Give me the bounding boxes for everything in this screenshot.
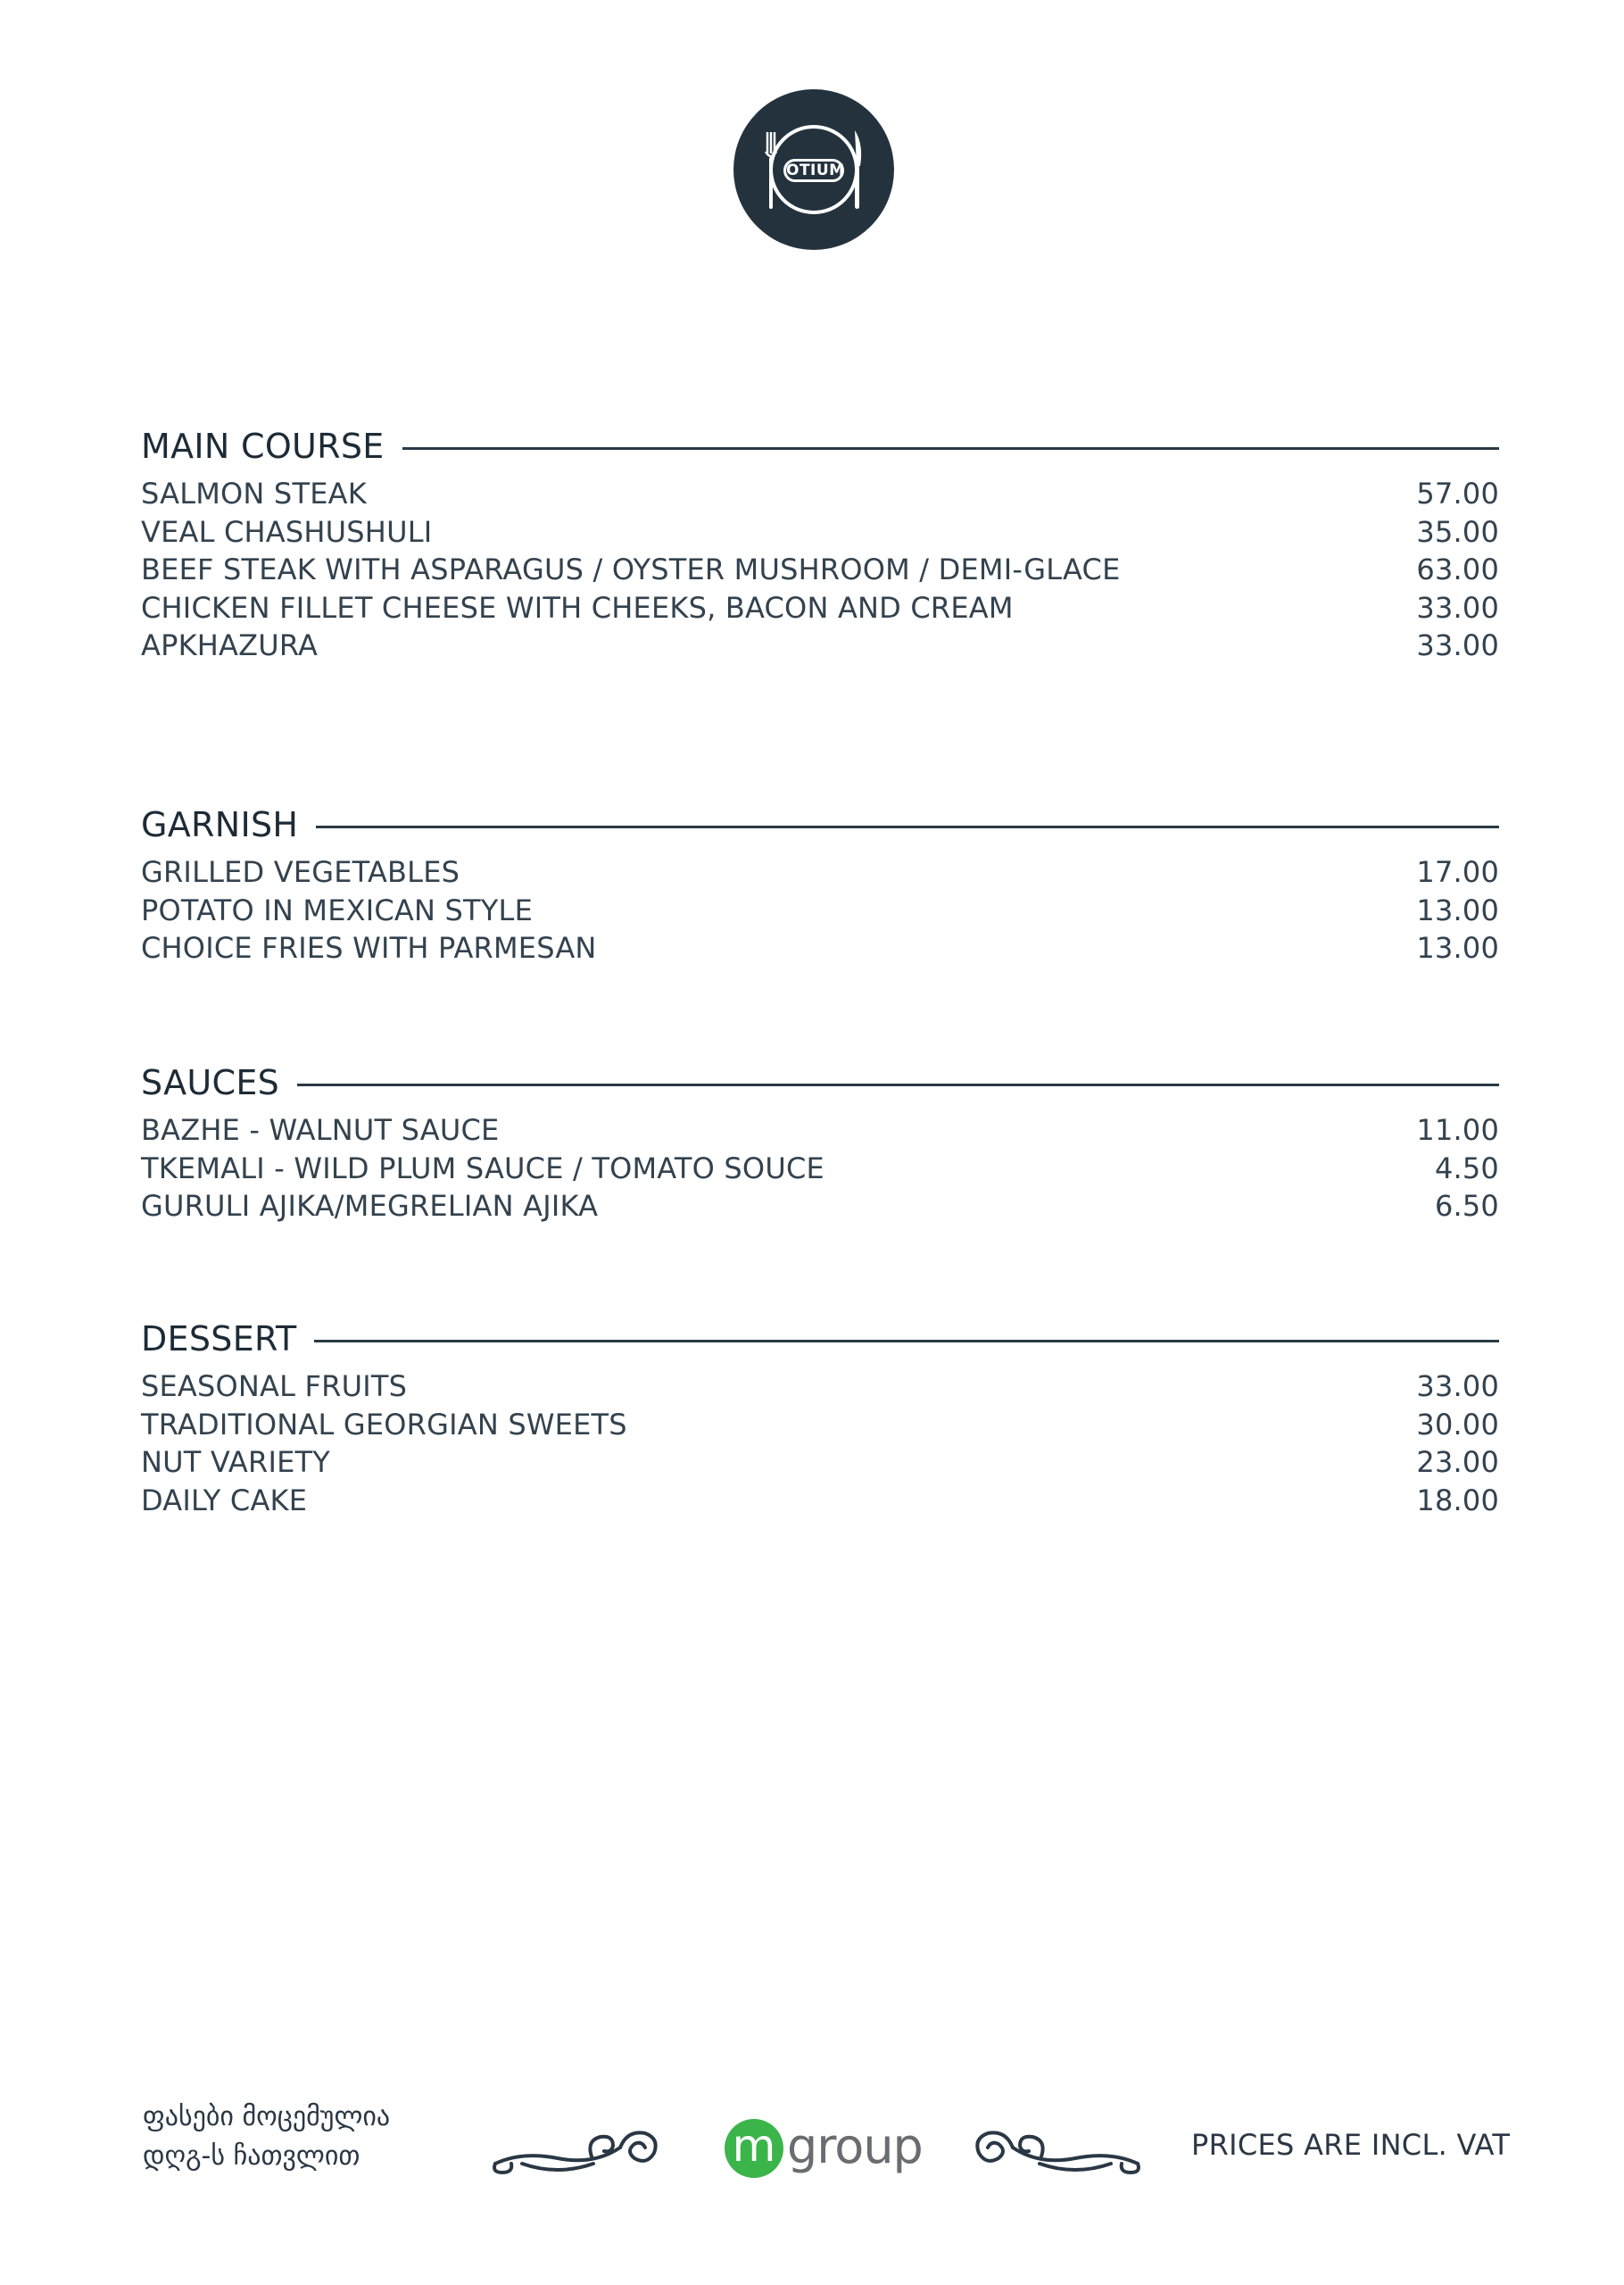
- menu-item: [141, 513, 1499, 552]
- item-name: POTATO IN MEXICAN STYLE: [141, 893, 533, 927]
- menu-item: [141, 1187, 1499, 1226]
- menu-item: [141, 1367, 1499, 1406]
- mgroup-m-mark: m: [725, 2119, 783, 2178]
- georgian-line-2: დღგ-ს ჩათვლით: [143, 2140, 360, 2172]
- item-name: GRILLED VEGETABLES: [141, 855, 460, 889]
- section-sauces: [141, 1059, 1499, 1226]
- item-price: 13.00: [1416, 931, 1499, 965]
- menu-item: [141, 1443, 1499, 1482]
- menu-item: [141, 929, 1499, 968]
- menu-item: [141, 1111, 1499, 1150]
- item-price: 13.00: [1416, 893, 1499, 927]
- restaurant-logo: [733, 89, 894, 250]
- section-title: GARNISH: [141, 805, 299, 844]
- item-name: SEASONAL FRUITS: [141, 1369, 408, 1403]
- item-price: 63.00: [1416, 553, 1499, 586]
- item-price: 33.00: [1416, 628, 1499, 662]
- scroll-ornament-icon: [486, 2117, 665, 2180]
- menu-item: [141, 1406, 1499, 1444]
- item-price: 18.00: [1416, 1483, 1499, 1517]
- item-price: 33.00: [1416, 590, 1499, 625]
- item-name: BAZHE - WALNUT SAUCE: [141, 1113, 500, 1147]
- item-price: 57.00: [1416, 477, 1499, 511]
- section-title: DESSERT: [141, 1319, 297, 1359]
- item-name: APKHAZURA: [141, 628, 319, 662]
- menu-item: [141, 892, 1499, 930]
- section-main-course: [141, 423, 1499, 665]
- section-divider: [316, 826, 1499, 828]
- footer-vat-note: PRICES ARE INCL. VAT: [1191, 2128, 1511, 2162]
- item-price: 23.00: [1416, 1445, 1499, 1479]
- item-price: 4.50: [1434, 1151, 1499, 1185]
- item-name: DAILY CAKE: [141, 1483, 308, 1517]
- section-divider: [297, 1084, 1499, 1086]
- menu-item: [141, 589, 1499, 627]
- scroll-ornament-icon: [968, 2117, 1147, 2180]
- item-name: CHOICE FRIES WITH PARMESAN: [141, 931, 597, 965]
- section-dessert: [141, 1316, 1499, 1519]
- mgroup-wordmark: group: [787, 2118, 923, 2174]
- item-price: 33.00: [1416, 1369, 1499, 1403]
- menu-item: [141, 1150, 1499, 1188]
- item-price: 11.00: [1416, 1113, 1499, 1147]
- footer-georgian-vat-note: [143, 2098, 464, 2176]
- item-name: VEAL CHASHUSHULI: [141, 514, 433, 549]
- menu-item: [141, 627, 1499, 665]
- menu-item: [141, 551, 1499, 589]
- item-name: SALMON STEAK: [141, 477, 367, 511]
- georgian-line-1: ფასები მოცემულია: [143, 2101, 391, 2132]
- item-name: GURULI AJIKA/MEGRELIAN AJIKA: [141, 1189, 599, 1223]
- item-name: NUT VARIETY: [141, 1445, 330, 1479]
- section-divider: [314, 1340, 1499, 1342]
- item-name: TKEMALI - WILD PLUM SAUCE / TOMATO SOUCE: [141, 1151, 824, 1185]
- item-price: 6.50: [1434, 1189, 1499, 1223]
- menu-item: [141, 475, 1499, 513]
- logo-text: OTIUM: [783, 159, 844, 182]
- mgroup-logo: [725, 2117, 923, 2180]
- section-garnish: [141, 802, 1499, 968]
- item-price: 35.00: [1416, 514, 1499, 549]
- section-divider: [402, 447, 1499, 450]
- menu-item: [141, 853, 1499, 892]
- item-price: 30.00: [1416, 1407, 1499, 1442]
- menu-item: [141, 1482, 1499, 1520]
- section-title: SAUCES: [141, 1063, 280, 1102]
- item-name: BEEF STEAK WITH ASPARAGUS / OYSTER MUSHROOM / DEMI-GLACE: [141, 553, 1121, 586]
- item-name: TRADITIONAL GEORGIAN SWEETS: [141, 1407, 627, 1442]
- item-name: CHICKEN FILLET CHEESE WITH CHEEKS, BACON AND CREAM: [141, 590, 1014, 625]
- section-title: MAIN COURSE: [141, 427, 385, 466]
- item-price: 17.00: [1416, 855, 1499, 889]
